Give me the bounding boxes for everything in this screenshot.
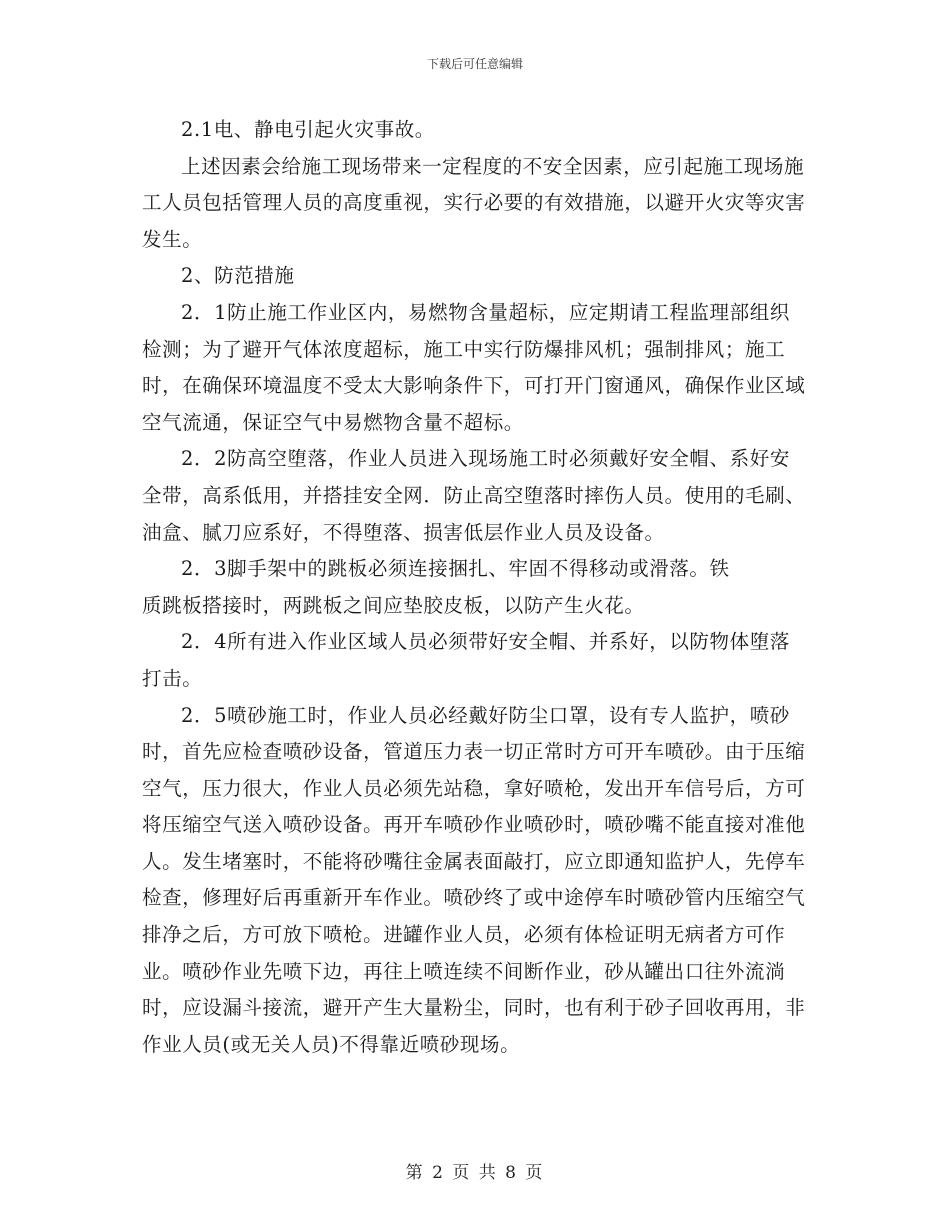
- page-number: 第 2 页 共 8 页: [405, 1163, 545, 1183]
- page-header: 下载后可任意编辑: [426, 57, 523, 71]
- section-heading-prevention: 2、防范措施: [181, 264, 295, 288]
- paragraph-fire-cause: 2.1电、静电引起火灾事故。: [181, 118, 435, 141]
- paragraph-measure-2-3: 2．3脚手架中的跳板必须连接捆扎、牢固不得移动或滑落。铁: [181, 557, 730, 581]
- paragraph-unsafe-factors: 上述因素会给施工现场带来一定程度的不安全因素，应引起施工现场施工人员包括管理人员的高度重视，实行必要的有效措施，以避开火灾等灾害发生。: [142, 154, 806, 251]
- paragraph-measure-2-2: 2．2防高空堕落，作业人员进入现场施工时必须戴好安全帽、系好安全带，高系低用，并搭挂安全网．防止高空堕落时摔伤人员。使用的毛刷、油盒、腻刀应系好，不得堕落、损害低层作业人员及设备。: [142, 447, 806, 544]
- paragraph-measure-2-1: 2．1防止施工作业区内，易燃物含量超标，应定期请工程监理部组织检测；为了避开气体浓度超标，施工中实行防爆排风机；强制排风；施工时，在确保环境温度不受太大影响条件下，可打开门窗通风，确保作业区域空气流通，保证空气中易燃物含量不超标。: [142, 300, 806, 434]
- paragraph-measure-2-5: 2．5喷砂施工时，作业人员必经戴好防尘口罩，设有专人监护，喷砂时，首先应检查喷砂设备，管道压力表一切正常时方可开车喷砂。由于压缩空气，压力很大，作业人员必须先站稳，拿好喷枪，发出开车信号后，方可将压缩空气送入喷砂设备。再开车喷砂作业喷砂时，喷砂嘴不能直接对准他人。发生堵塞时，不能将砂嘴往金属表面敲打，应立即通知监护人，先停车检查，修理好后再重新开车作业。喷砂终了或中途停车时喷砂管内压缩空气排净之后，方可放下喷枪。进罐作业人员，必须有体检证明无病者方可作业。喷砂作业先喷下边，再往上喷连续不间断作业，砂从罐出口往外流淌时，应设漏斗接流，避开产生大量粉尘，同时，也有利于砂子回收再用，非作业人员(或无关人员)不得靠近喷砂现场。: [142, 703, 806, 1056]
- document-body: [142, 112, 808, 1063]
- paragraph-measure-2-4: 2．4所有进入作业区域人员必须带好安全帽、并系好，以防物体堕落打击。: [142, 630, 790, 690]
- paragraph-measure-2-3-continued: 质跳板搭接时，两跳板之间应垫胶皮板，以防产生火花。: [142, 593, 645, 617]
